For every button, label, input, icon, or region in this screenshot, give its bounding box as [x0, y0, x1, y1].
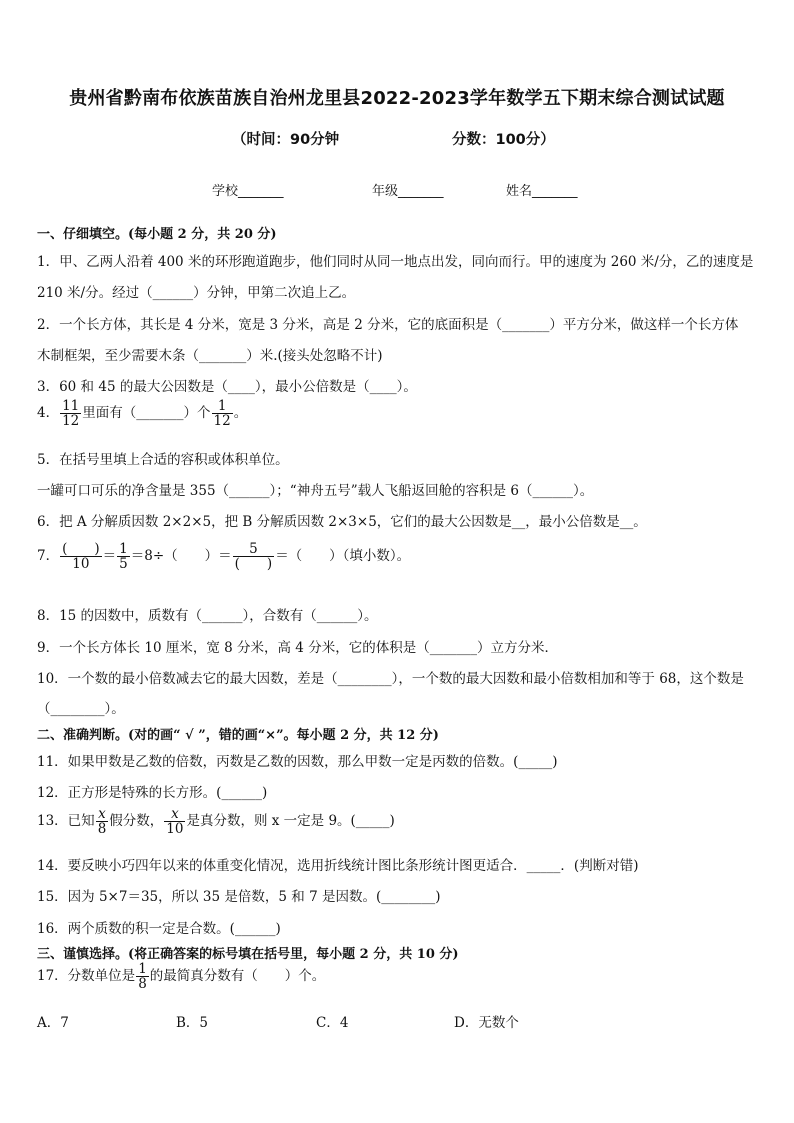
q7-equals: ＝	[102, 548, 117, 565]
question-10-line-2: （________）。	[37, 701, 125, 717]
question-14: 14．要反映小巧四年以来的体重变化情况，选用折线统计图比条形统计图更适合．_____．(判断对错)	[37, 858, 639, 874]
q4-denominator-2: 12	[213, 413, 231, 430]
q17-option-a[interactable]: A．7	[37, 1015, 69, 1031]
question-7	[37, 542, 410, 571]
q13-numerator-1: x	[96, 807, 109, 822]
q4-text: 里面有（_______）个	[82, 405, 211, 422]
page-title: 贵州省黔南布依族苗族自治州龙里县2022-2023学年数学五下期末综合测试试题	[69, 88, 725, 109]
question-6: 6．把 A 分解质因数 2×2×5，把 B 分解质因数 2×3×5，它们的最大公因数是__，最小公倍数是__。	[37, 514, 647, 530]
question-11: 11．如果甲数是乙数的倍数，丙数是乙数的因数，那么甲数一定是丙数的倍数。(_____)	[37, 754, 558, 770]
question-15: 15．因为 5×7＝35，所以 35 是倍数，5 和 7 是因数。(________)	[37, 889, 441, 905]
exam-score: 分数：100分）	[452, 132, 555, 148]
q7-middle: ＝8÷（ ）＝	[130, 548, 232, 565]
q7-numerator-3: 5	[233, 542, 275, 557]
q4-denominator-1: 12	[62, 413, 80, 430]
q4-fraction-2	[212, 399, 233, 428]
q7-denominator-1: 10	[72, 556, 90, 573]
q7-fraction-3	[233, 542, 275, 571]
question-3: 3．60 和 45 的最大公因数是（____），最小公倍数是（____）。	[37, 379, 417, 395]
q4-number: 4．	[37, 405, 60, 422]
q17-end: 的最简真分数有（ ）个。	[149, 968, 326, 985]
question-8: 8．15 的因数中，质数有（______），合数有（______）。	[37, 608, 378, 624]
q13-fraction-2	[164, 807, 185, 836]
q17-option-c[interactable]: C．4	[316, 1015, 349, 1031]
q7-denominator-3: ( )	[234, 556, 273, 573]
q7-number: 7．	[37, 548, 60, 565]
question-13	[37, 807, 395, 836]
section-1-heading: 一、仔细填空。(每小题 2 分，共 20 分)	[37, 227, 277, 242]
q7-end: ＝（ ）（填小数）。	[275, 548, 411, 565]
q13-numerator-2: x	[164, 807, 185, 822]
question-1-line-2: 210 米/分。经过（______）分钟，甲第二次追上乙。	[37, 285, 356, 301]
question-12: 12．正方形是特殊的长方形。(______)	[37, 785, 268, 801]
q7-numerator-1: ( )	[62, 541, 100, 557]
exam-time: （时间：90分钟	[232, 132, 340, 148]
question-17	[37, 962, 325, 991]
q4-fraction-1	[60, 399, 81, 428]
grade-field[interactable]: 年级_______	[372, 184, 444, 199]
q7-denominator-2: 5	[119, 556, 128, 573]
q7-fraction-2	[117, 542, 130, 571]
q4-end: 。	[233, 405, 248, 422]
question-5-line-2: 一罐可口可乐的净含量是 355（______）；“神舟五号”载人飞船返回舱的容积是 6（______）。	[37, 483, 594, 499]
question-9: 9．一个长方体长 10 厘米，宽 8 分米，高 4 分米，它的体积是（_______）立方分米．	[37, 640, 558, 656]
q13-start: 13．已知	[37, 813, 95, 830]
q13-end: 是真分数，则 x 一定是 9。(_____)	[186, 813, 395, 830]
section-3-heading: 三、谨慎选择。(将正确答案的标号填在括号里，每小题 2 分，共 10 分)	[37, 947, 459, 962]
q13-denominator-2: 10	[166, 821, 184, 838]
question-4	[37, 399, 247, 428]
q7-fraction-1	[60, 542, 102, 571]
name-field[interactable]: 姓名_______	[506, 184, 578, 199]
question-5-line-1: 5．在括号里填上合适的容积或体积单位。	[37, 452, 289, 468]
question-10-line-1: 10．一个数的最小倍数减去它的最大因数，差是（________），一个数的最大因数和最小倍数相加和等于 68，这个数是	[37, 671, 744, 687]
q4-numerator-1: 11	[62, 398, 80, 414]
question-2-line-1: 2．一个长方体，其长是 4 分米，宽是 3 分米，高是 2 分米，它的底面积是（_______）平方分米，做这样一个长方体	[37, 317, 739, 333]
school-field[interactable]: 学校_______	[212, 184, 284, 199]
q17-option-b[interactable]: B．5	[176, 1015, 209, 1031]
question-16: 16．两个质数的积一定是合数。(______)	[37, 921, 281, 937]
q17-denominator: 8	[138, 976, 147, 993]
question-1-line-1: 1．甲、乙两人沿着 400 米的环形跑道跑步，他们同时从同一地点出发，同向而行。甲的速度为 260 米/分，乙的速度是	[37, 254, 754, 270]
q17-fraction	[136, 962, 149, 991]
q17-numerator: 1	[138, 961, 147, 977]
q7-numerator-2: 1	[119, 541, 128, 557]
question-2-line-2: 木制框架，至少需要木条（_______）米.(接头处忽略不计)	[37, 348, 383, 364]
q4-numerator-2: 1	[212, 399, 233, 414]
q13-denominator-1: 8	[97, 821, 107, 838]
q17-option-d[interactable]: D．无数个	[454, 1015, 519, 1031]
q13-middle: 假分数，	[109, 813, 164, 830]
q13-fraction-1	[96, 807, 109, 836]
q17-start: 17．分数单位是	[37, 968, 136, 985]
section-2-heading: 二、准确判断。(对的画“ √ ”，错的画“×”。每小题 2 分，共 12 分)	[37, 728, 439, 743]
